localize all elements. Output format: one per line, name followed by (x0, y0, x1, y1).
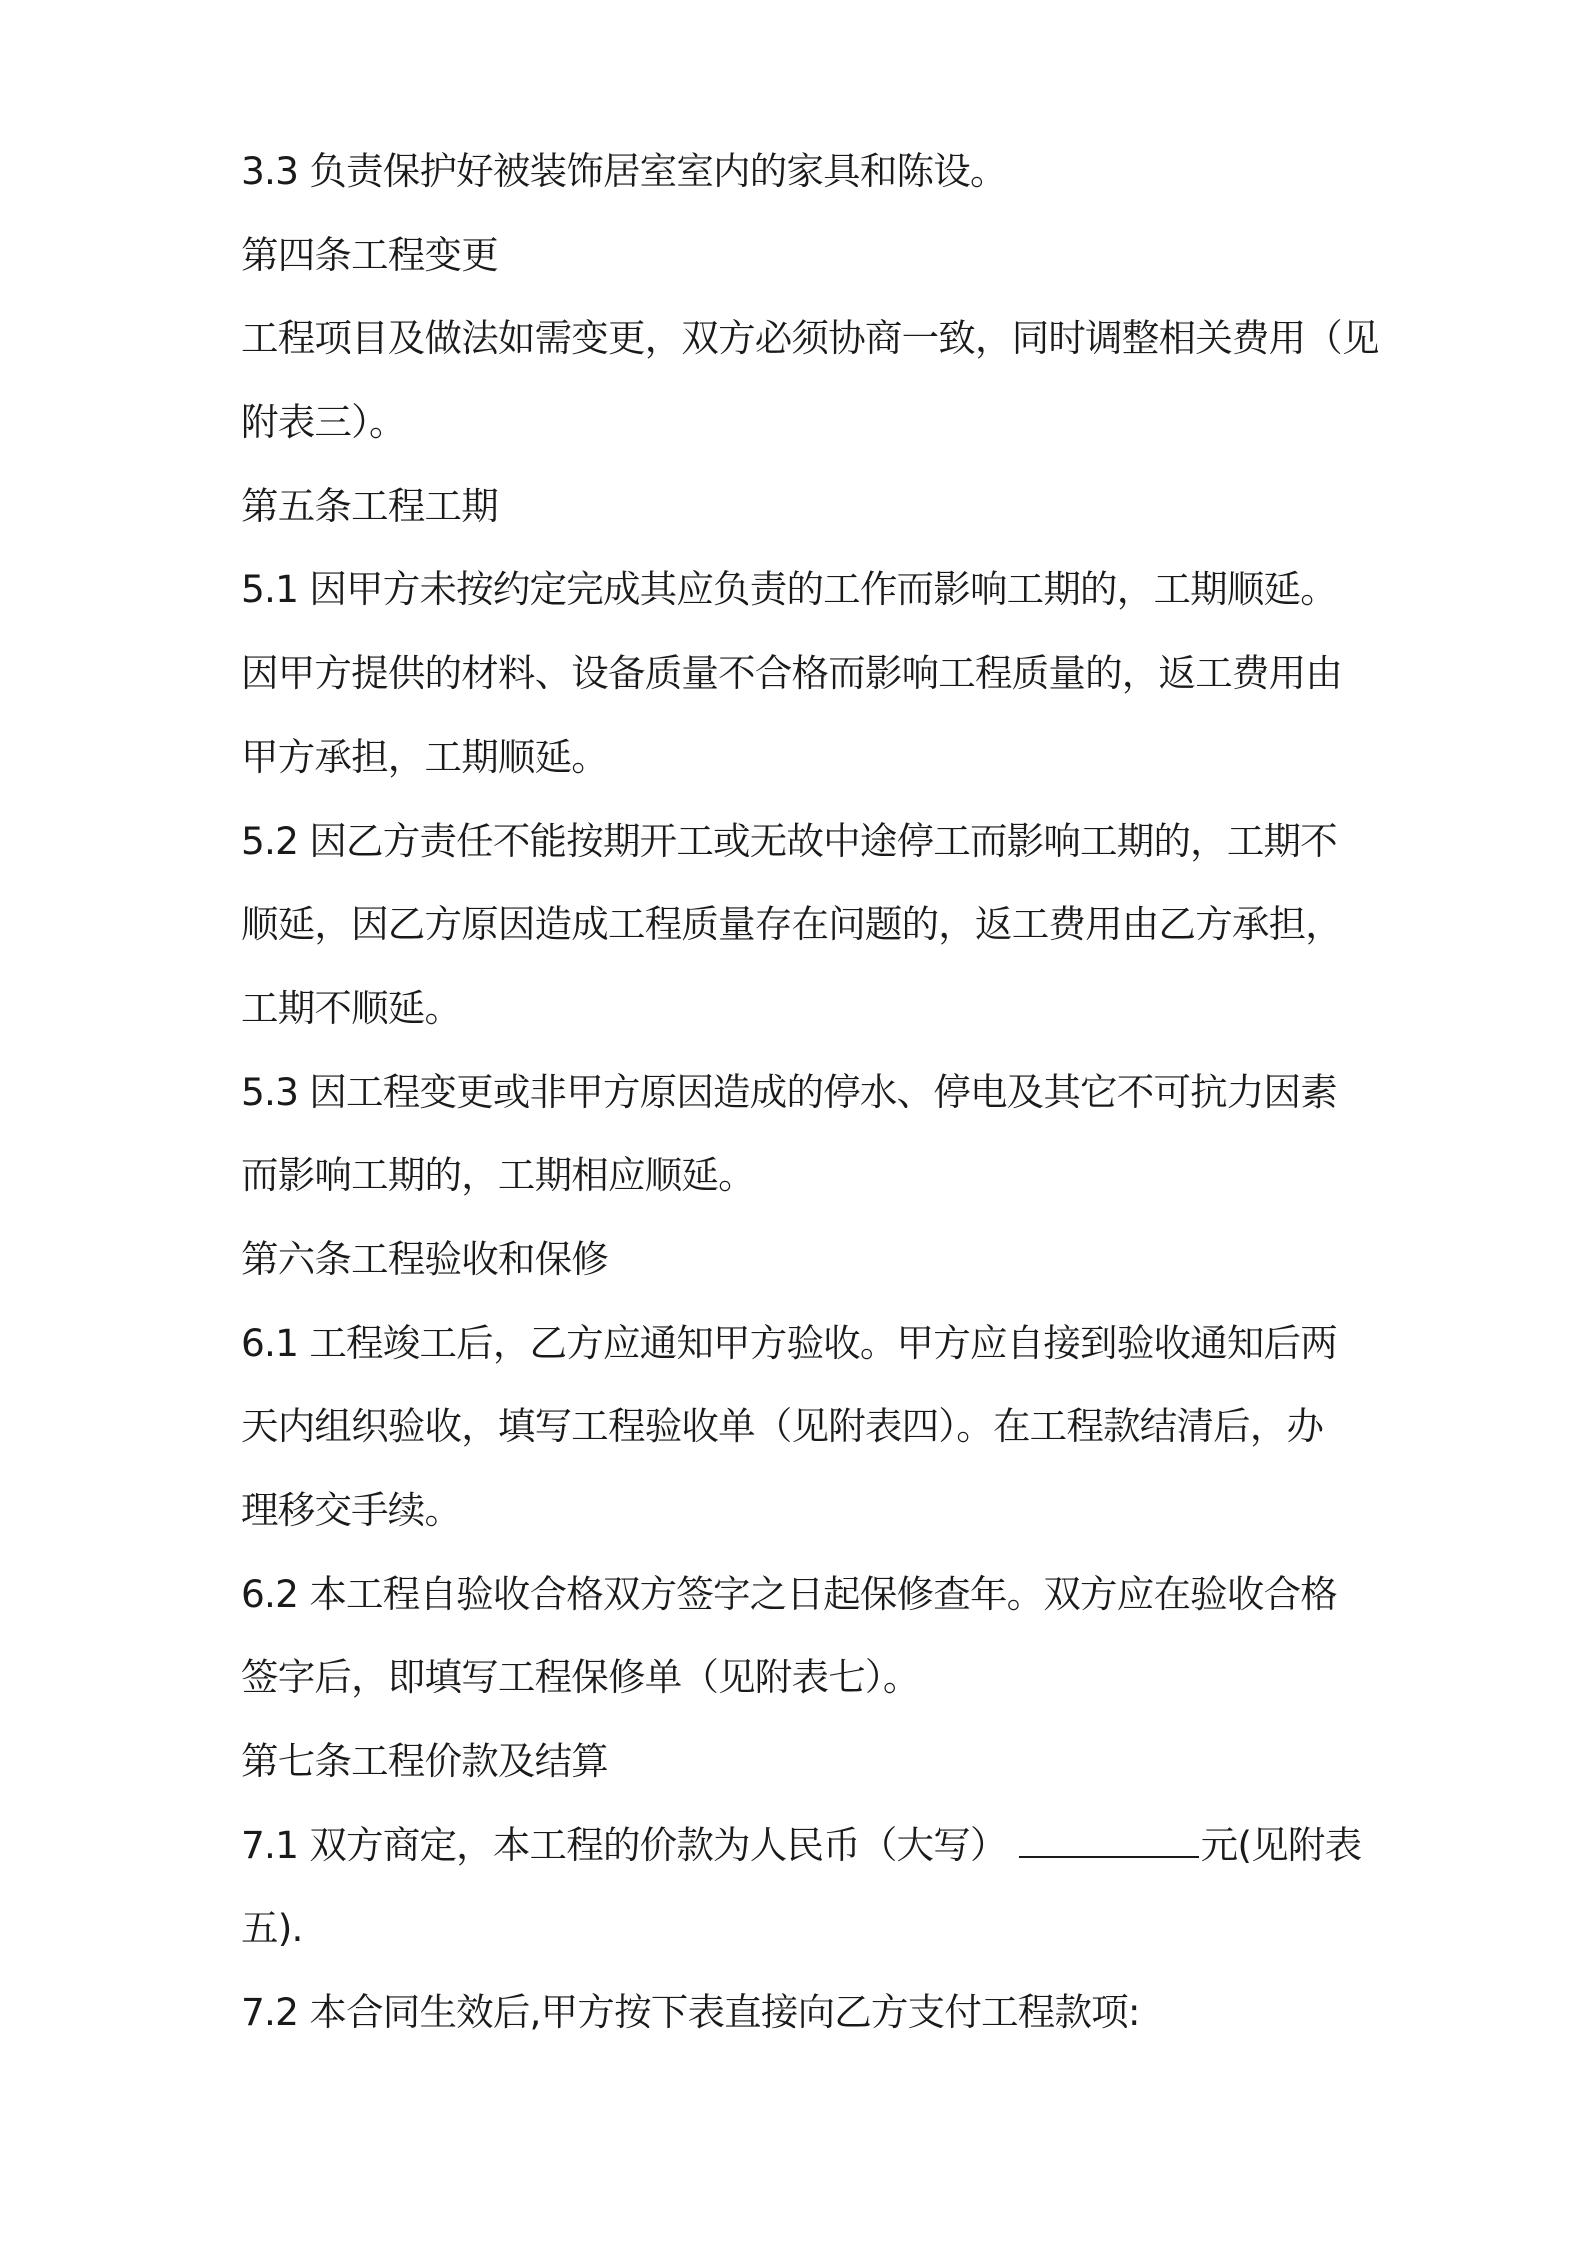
section-4-body-line-2: 附表三）。 (241, 400, 406, 445)
clause-5-3-line-2: 而影响工期的，工期相应顺延。 (241, 1153, 755, 1198)
price-text-after: 元(见附表 (1200, 1822, 1362, 1867)
clause-3-3: 3.3 负责保护好被装饰居室室内的家具和陈设。 (241, 149, 1007, 193)
clause-6-1-line-1: 6.1 工程竣工后，乙方应通知甲方验收。甲方应自接到验收通知后两 (241, 1320, 1337, 1365)
clause-7-1-line-1 (241, 1804, 1371, 1888)
clause-5-1-line-1: 5.1 因甲方未按约定完成其应负责的工作而影响工期的，工期顺延。 (241, 567, 1337, 612)
clause-7-2: 7.2 本合同生效后,甲方按下表直接向乙方支付工程款项: (241, 1990, 1140, 2035)
section-heading-6: 第六条工程验收和保修 (241, 1236, 608, 1281)
clause-6-2-line-2: 签字后，即填写工程保修单（见附表七）。 (241, 1655, 920, 1700)
price-text-before: 7.1 双方商定，本工程的价款为人民币（大写） (241, 1822, 1007, 1867)
clause-6-1-line-3: 理移交手续。 (241, 1488, 462, 1532)
clause-6-2-line-1: 6.2 本工程自验收合格双方签字之日起保修查年。双方应在验收合格 (241, 1571, 1337, 1616)
clause-5-3-line-1: 5.3 因工程变更或非甲方原因造成的停水、停电及其它不可抗力因素 (241, 1069, 1337, 1114)
clause-5-2-line-3: 工期不顺延。 (241, 985, 462, 1030)
section-heading-5: 第五条工程工期 (241, 483, 498, 528)
section-heading-7: 第七条工程价款及结算 (241, 1739, 608, 1784)
clause-5-2-line-1: 5.2 因乙方责任不能按期开工或无故中途停工而影响工期的，工期不 (241, 818, 1337, 863)
section-4-body-line-1: 工程项目及做法如需变更，双方必须协商一致，同时调整相关费用（见 (241, 316, 1379, 361)
price-amount-blank (1019, 1822, 1199, 1858)
section-heading-4: 第四条工程变更 (241, 232, 498, 277)
contract-text (241, 130, 1379, 2055)
clause-6-1-line-2: 天内组织验收，填写工程验收单（见附表四）。在工程款结清后，办 (241, 1404, 1324, 1449)
clause-7-1-line-2: 五). (241, 1906, 303, 1951)
clause-5-1-line-2: 因甲方提供的材料、设备质量不合格而影响工程质量的，返工费用由 (241, 651, 1342, 696)
clause-5-1-line-3: 甲方承担，工期顺延。 (241, 734, 608, 779)
clause-5-2-line-2: 顺延，因乙方原因造成工程质量存在问题的，返工费用由乙方承担， (241, 902, 1342, 947)
